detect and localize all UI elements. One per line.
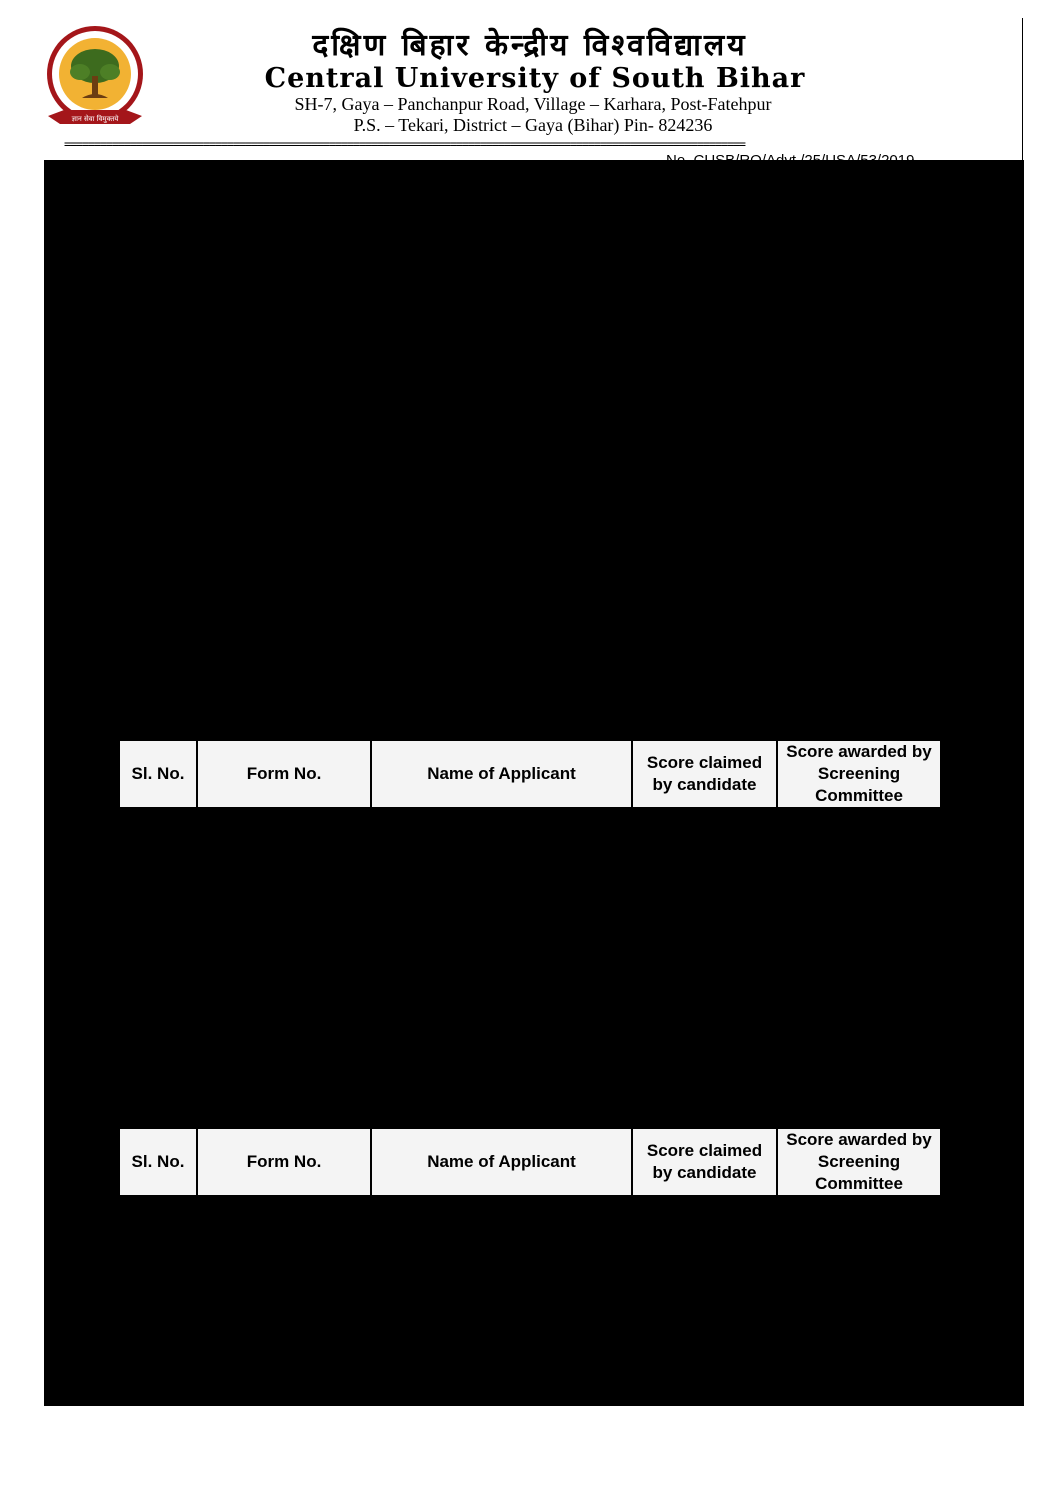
applicant-score-table-2 (118, 1127, 942, 1197)
col-score-claimed: Score claimed by candidate (632, 740, 777, 808)
university-name-hindi: दक्षिण बिहार केन्द्रीय विश्वविद्यालय (312, 28, 748, 63)
col-form-no: Form No. (197, 1128, 371, 1196)
address-line-2: P.S. – Tekari, District – Gaya (Bihar) Pin- 824236 (353, 115, 713, 135)
header-divider: ================================================================================================================= (64, 137, 745, 151)
university-logo (44, 24, 148, 132)
col-score-claimed: Score claimed by candidate (632, 1128, 777, 1196)
university-name-english: Central University of South Bihar (264, 63, 806, 94)
col-sl-no: Sl. No. (119, 740, 197, 808)
address-line-1: SH-7, Gaya – Panchanpur Road, Village – Karhara, Post-Fatehpur (294, 94, 772, 114)
col-form-no: Form No. (197, 740, 371, 808)
applicant-score-table-1 (118, 739, 942, 809)
col-applicant-name: Name of Applicant (371, 1128, 632, 1196)
col-applicant-name: Name of Applicant (371, 740, 632, 808)
col-score-awarded: Score awarded by Screening Committee (777, 1128, 941, 1196)
logo-motto: ज्ञान सेवा विमुक्तये (71, 115, 119, 123)
col-sl-no: Sl. No. (119, 1128, 197, 1196)
table-header-row (119, 740, 941, 808)
col-score-awarded: Score awarded by Screening Committee (777, 740, 941, 808)
table-header-row (119, 1128, 941, 1196)
